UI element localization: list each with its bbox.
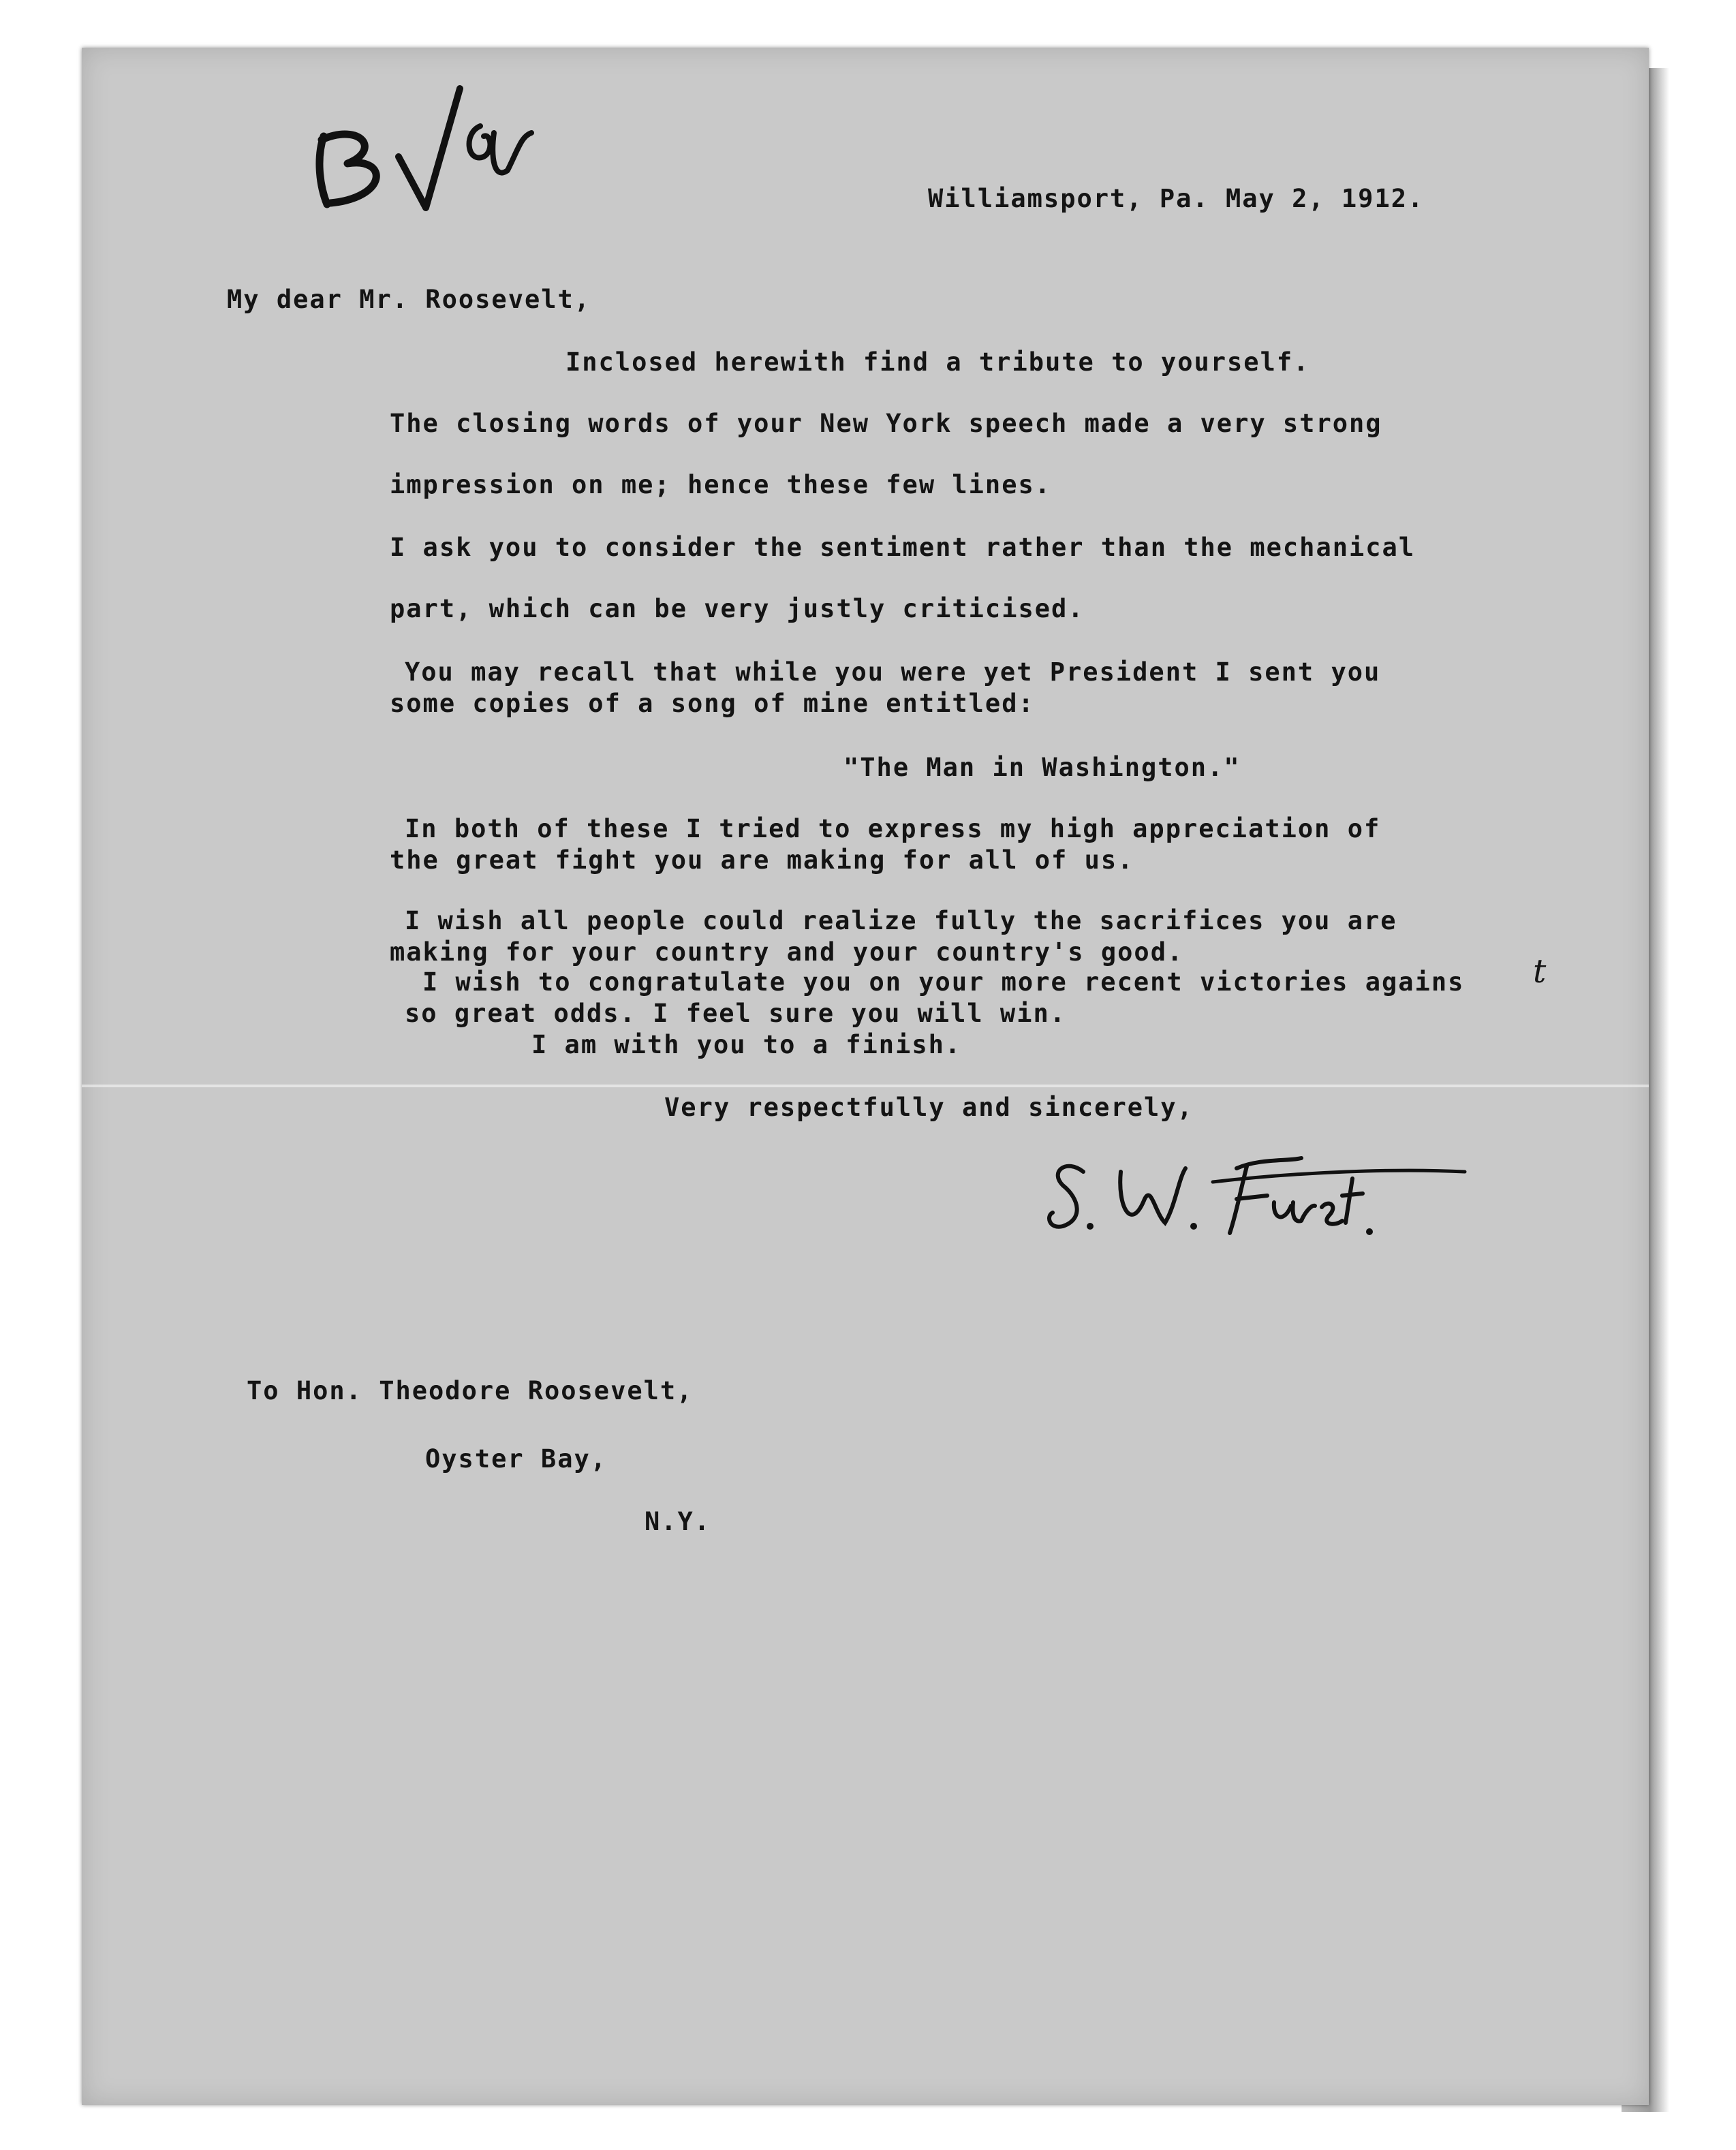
paragraph-5-line-2: the great fight you are making for all of us.	[390, 845, 1134, 875]
paragraph-2-line-2: impression on me; hence these few lines.	[390, 470, 1052, 499]
paragraph-7-line-1: I wish to congratulate you on your more recent victories agains	[422, 967, 1465, 997]
closing: Very respectfully and sincerely,	[664, 1093, 1194, 1122]
paragraph-5-line-1: In both of these I tried to express my high appreciation of	[405, 814, 1381, 843]
paragraph-6-line-2: making for your country and your country's good.	[390, 937, 1184, 967]
paragraph-1: Inclosed herewith find a tribute to yourself.	[565, 347, 1310, 377]
paragraph-4-line-2: some copies of a song of mine entitled:	[390, 689, 1035, 718]
paragraph-3-line-2: part, which can be very justly criticised.	[390, 594, 1085, 623]
paragraph-4-line-1: You may recall that while you were yet President I sent you	[405, 657, 1381, 687]
salutation: My dear Mr. Roosevelt,	[227, 285, 591, 314]
paragraph-8: I am with you to a finish.	[531, 1030, 962, 1059]
recipient-line-1: To Hon. Theodore Roosevelt,	[247, 1376, 694, 1405]
handwritten-t: t	[1533, 952, 1548, 991]
paragraph-3-line-1: I ask you to consider the sentiment rather than the mechanical	[390, 533, 1416, 562]
paragraph-7-line-2: so great odds. I feel sure you will win.	[405, 999, 1067, 1028]
song-title: "The Man in Washington."	[843, 753, 1241, 782]
recipient-line-2: Oyster Bay,	[425, 1444, 608, 1474]
paragraph-6-line-1: I wish all people could realize fully the sacrifices you are	[405, 906, 1397, 935]
handwritten-annotation-mark	[286, 68, 572, 218]
recipient-line-3: N.Y.	[645, 1507, 711, 1536]
signature-mark	[1042, 1131, 1478, 1247]
paragraph-2-line-1: The closing words of your New York speech made a very strong	[390, 409, 1382, 438]
place-date-line: Williamsport, Pa. May 2, 1912.	[928, 184, 1425, 213]
paper-fold-line	[82, 1085, 1649, 1087]
